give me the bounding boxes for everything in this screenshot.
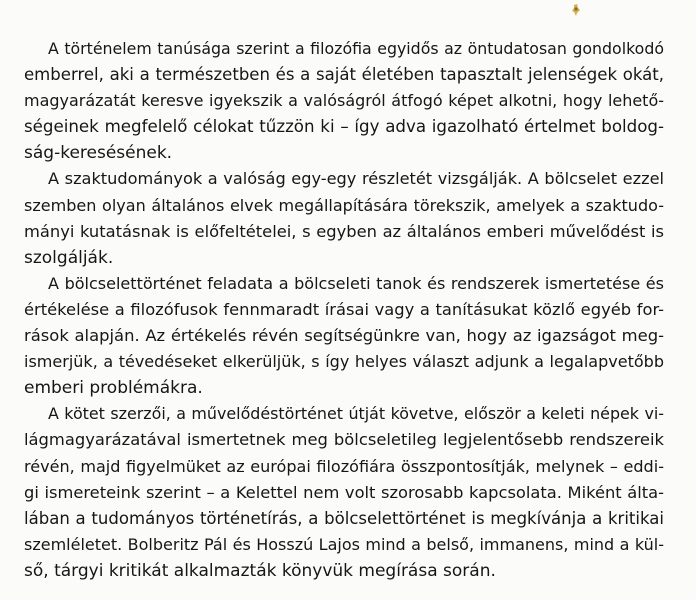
text-line: lában a tudományos történetírás, a bölcselettörténet is megkívánja a kritikai [24, 508, 664, 528]
text-line: A szaktudományok a valóság egy-egy részletét vizsgálják. A bölcselet ezzel [48, 169, 664, 189]
body-text [24, 36, 664, 584]
text-line: szemben olyan általános elvek megállapítására törekszik, amelyek a szaktudo- [24, 195, 664, 215]
text-line: szolgálják. [24, 247, 114, 268]
text-line: révén, majd figyelmüket az európai filozófiára összpontosítják, melynek – eddi- [24, 456, 664, 476]
text-line: rások alapján. Az értékelés révén segítségünkre van, hogy az igazságot meg- [24, 326, 664, 346]
text-line: mányi kutatásnak is előfeltételei, s egyben az általános emberi művelődést is [24, 221, 664, 241]
text-line: lágmagyarázatával ismertetnek meg bölcseletileg legjelentősebb rendszereik [24, 430, 664, 450]
text-line: szemléletet. Bolberitz Pál és Hosszú Lajos mind a belső, immanens, mind a kül- [24, 534, 664, 554]
text-line: gi ismereteink szerint – a Kelettel nem volt szorosabb kapcsolata. Miként álta- [24, 482, 664, 502]
text-line: emberi problémákra. [24, 378, 203, 399]
text-line: ismerjük, a tévedéseket elkerüljük, s így helyes választ adjunk a legalapvetőbb [24, 352, 664, 372]
text-line: magyarázatát keresve igyekszik a valóságról átfogó képet alkotni, hogy lehető- [24, 91, 664, 111]
text-line: ső, tárgyi kritikát alkalmazták könyvük megírása során. [24, 560, 496, 581]
text-line: emberrel, aki a természetben és a saját életében tapasztalt jelenségek okát, [24, 65, 664, 85]
ink-blot-mark [571, 4, 581, 16]
text-line: értékelése a filozófusok fennmaradt írásai vagy a tanításukat közlő egyéb for- [24, 299, 664, 319]
text-line: A történelem tanúsága szerint a filozófia egyidős az öntudatosan gondolkodó [48, 39, 664, 58]
text-line: A bölcselettörténet feladata a bölcseleti tanok és rendszerek ismertetése és [48, 273, 664, 293]
text-line: A kötet szerzői, a művelődéstörténet útját követve, először a keleti népek vi- [48, 404, 664, 424]
text-line: ság-keresésének. [24, 143, 173, 164]
text-line: ségeinek megfelelő célokat tűzzön ki – így adva igazolható értelmet boldog- [24, 117, 664, 137]
